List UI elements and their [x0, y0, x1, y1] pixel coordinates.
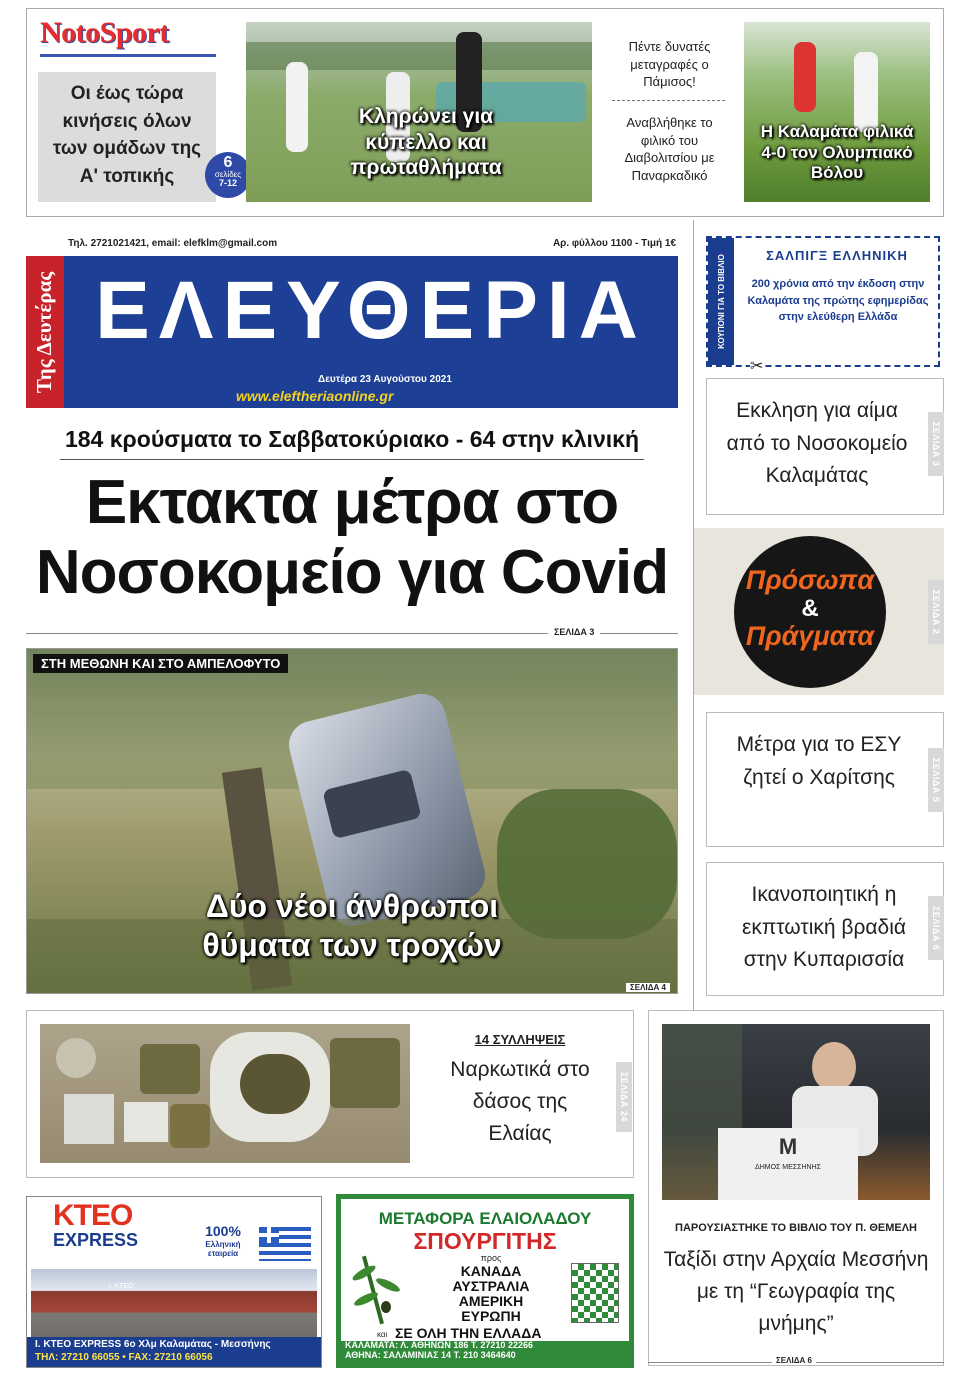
kteo-logo [53, 1201, 138, 1249]
lead-headline-line-1: Εκτακτα μέτρα στο [85, 468, 619, 537]
pp-circle [734, 536, 886, 688]
masthead-date: Δευτέρα 23 Αυγούστου 2021 [318, 374, 452, 385]
coupon-box[interactable] [706, 236, 940, 367]
kteo-footer [27, 1337, 322, 1368]
lead-kicker: 184 κρούσματα το Σαββατοκύριακο - 64 στην κλινική [64, 426, 640, 452]
book-photo[interactable] [662, 1024, 930, 1200]
accident-label: ΣΤΗ ΜΕΘΩΝΗ ΚΑΙ ΣΤΟ ΑΜΠΕΛΟΦΥΤΟ [33, 654, 288, 673]
postponed-text-content: Αναβλήθηκε το φιλικό του Διαβολιτσίου με Παναρκαδικό [624, 115, 715, 183]
transfers-text[interactable] [612, 38, 727, 91]
sport-summary-box[interactable] [38, 72, 216, 202]
sport-summary-text: Οι έως τώρα κινήσεις όλων των ομάδων της Α' τοπικής [52, 83, 202, 187]
pages-badge-range: 7-12 [218, 178, 237, 188]
notosport-logo [40, 16, 216, 52]
kicker-rule [60, 459, 644, 460]
drugs-kicker: 14 ΣΥΛΛΗΨΕΙΣ [474, 1032, 566, 1047]
photo-1-caption: Κληρώνει για κύπελλο και πρωταθλήματα [350, 105, 502, 180]
pages-badge-num: 6 [223, 154, 233, 171]
kteo-claim [193, 1223, 253, 1259]
book-text: Ταξίδι στην Αρχαία Μεσσήνη με τη “Γεωγραφία της μνήμης” [663, 1248, 929, 1335]
kteo-claim-text: Ελληνική εταιρεία [205, 1239, 241, 1259]
oil-destinations [411, 1254, 571, 1324]
issue-line: Αρ. φύλλου 1100 - Τιμή 1€ [552, 238, 676, 249]
accident-page-ref: ΣΕΛΙΔΑ 4 [626, 983, 670, 992]
oil-dest-4: ΕΥΡΩΠΗ [461, 1308, 521, 1325]
accident-caption-line-1: Δύο νέοι άνθρωποι [205, 888, 499, 924]
masthead-url[interactable]: www.eleftheriaonline.gr [236, 388, 394, 404]
book-page-ref: ΣΕΛΙΔΑ 6 [772, 1356, 816, 1365]
ad-kteo[interactable] [26, 1196, 322, 1368]
esy-page-tab: ΣΕΛΙΔΑ 5 [928, 748, 944, 812]
blood-box[interactable] [706, 378, 944, 515]
kteo-sign: Ι. ΚΤΕΟ [108, 1283, 134, 1290]
pp-page-tab: ΣΕΛΙΔΑ 2 [928, 580, 944, 644]
accident-caption [87, 887, 617, 965]
pp-bottom: Πράγματα [745, 621, 875, 652]
olive-branch-icon [347, 1255, 407, 1325]
blood-page-tab: ΣΕΛΙΔΑ 3 [928, 412, 944, 476]
photo-2-caption: Η Καλαμάτα φιλικά 4-0 τον Ολυμπιακό Βόλου [760, 122, 914, 183]
pp-amp: & [801, 594, 819, 622]
scissors-icon: ✂ [750, 358, 764, 375]
podium-label: ΔΗΜΟΣ ΜΕΣΣΗΝΗΣ [755, 1164, 821, 1171]
kteo-brand-2: EXPRESS [53, 1230, 139, 1250]
oil-name: ΣΠΟΥΡΓΙΤΗΣ [413, 1228, 557, 1254]
masthead-side [26, 256, 64, 408]
notosport-underline [40, 54, 216, 57]
kyparissia-text: Ικανοποιητική η εκπτωτική βραδιά στην Κυπαρισσία [741, 883, 907, 972]
pp-panel[interactable] [694, 528, 944, 695]
kteo-building [31, 1269, 317, 1341]
masthead-title: ΕΛΕΥΘΕΡΙΑ [95, 265, 647, 356]
kteo-phones: ΤΗΛ: 27210 66055 • FAX: 27210 66056 [35, 1351, 213, 1363]
oil-footer [341, 1341, 629, 1363]
kteo-brand: ΚΤΕΟ [53, 1199, 133, 1232]
pp-top: Πρόσωπα [745, 565, 875, 595]
football-photo-1[interactable] [246, 22, 592, 202]
blood-text: Εκκληση για αίμα από το Νοσοκομείο Καλαμάτας [726, 399, 908, 488]
coupon-side [708, 238, 734, 365]
book-kicker: ΠΑΡΟΥΣΙΑΣΤΗΚΕ ΤΟ ΒΙΒΛΙΟ ΤΟΥ Π. ΘΕΜΕΛΗ [675, 1222, 917, 1234]
greek-flag-icon [259, 1227, 311, 1261]
contact-line: Τηλ. 2721021421, email: elefklm@gmail.com [68, 238, 278, 249]
accident-photo[interactable] [26, 648, 678, 994]
podium-logo: M [778, 1134, 798, 1159]
oil-dest-5: ΣΕ ΟΛΗ ΤΗΝ ΕΛΛΑΔΑ [395, 1325, 542, 1341]
pages-badge [205, 152, 251, 198]
drugs-photo[interactable] [40, 1024, 410, 1163]
coupon-title: ΣΑΛΠΙΓΞ ΕΛΛΗΝΙΚΗ [766, 248, 908, 263]
oil-pros: προς [480, 1253, 502, 1263]
drugs-text: Ναρκωτικά στο δάσος της Ελαίας [450, 1058, 590, 1145]
notosport-brand: NotoSport [40, 16, 169, 49]
mid-divider [612, 100, 725, 101]
oil-line-2: ΑΘΗΝΑ: ΣΑΛΑΜΙΝΙΑΣ 14 Τ. 210 3464640 [345, 1349, 516, 1360]
kteo-claim-pct: 100% [205, 1223, 241, 1239]
lead-headline-line-2: Νοσοκομείο για Covid [35, 538, 669, 608]
oil-dest-1: ΚΑΝΑΔΑ [460, 1262, 522, 1279]
oil-tin-icon [571, 1263, 619, 1323]
coupon-side-label: ΚΟΥΠΟΝΙ ΓΙΑ ΤΟ ΒΙΒΛΙΟ [716, 254, 726, 349]
kyparissia-page-tab: ΣΕΛΙΔΑ 6 [928, 896, 944, 960]
masthead-banner [64, 256, 678, 408]
coupon-text: 200 χρόνια από την έκδοση στην Καλαμάτα της πρώτης εφημερίδας στην ελεύθερη Ελλάδα [747, 278, 929, 323]
accident-caption-line-2: θύματα των τροχών [202, 927, 502, 964]
oil-dest-3: ΑΜΕΡΙΚΗ [458, 1292, 524, 1309]
oil-kai: και [377, 1330, 388, 1339]
oil-line-1: ΚΑΛΑΜΑΤΑ: Λ. ΑΘΗΝΩΝ 186 Τ. 27210 22266 [345, 1340, 533, 1350]
oil-title: ΜΕΤΑΦΟΡΑ ΕΛΑΙΟΛΑΔΟΥ [378, 1209, 592, 1228]
kteo-address: Ι. ΚΤΕΟ EXPRESS 6ο Χλμ Καλαμάτας - Μεσσήνης [35, 1339, 271, 1350]
lead-page-ref: ΣΕΛΙΔΑ 3 [548, 627, 600, 637]
ad-oil[interactable] [336, 1194, 634, 1368]
lead-headline[interactable] [26, 468, 678, 608]
postponed-text[interactable] [612, 114, 727, 184]
drugs-page-tab: ΣΕΛΙΔΑ 24 [616, 1062, 632, 1132]
oil-dest-2: ΑΥΣΤΡΑΛΙΑ [452, 1277, 530, 1294]
pages-badge-word: σελίδες [214, 170, 242, 179]
esy-text: Μέτρα για το ΕΣΥ ζητεί ο Χαρίτσης [736, 733, 902, 789]
football-photo-2[interactable] [744, 22, 930, 202]
esy-box[interactable] [706, 712, 944, 847]
transfers-text-content: Πέντε δυνατές μεταγραφές ο Πάμισος! [628, 39, 711, 90]
kyparissia-box[interactable] [706, 862, 944, 996]
masthead-side-label: Της Δευτέρας [32, 271, 57, 393]
